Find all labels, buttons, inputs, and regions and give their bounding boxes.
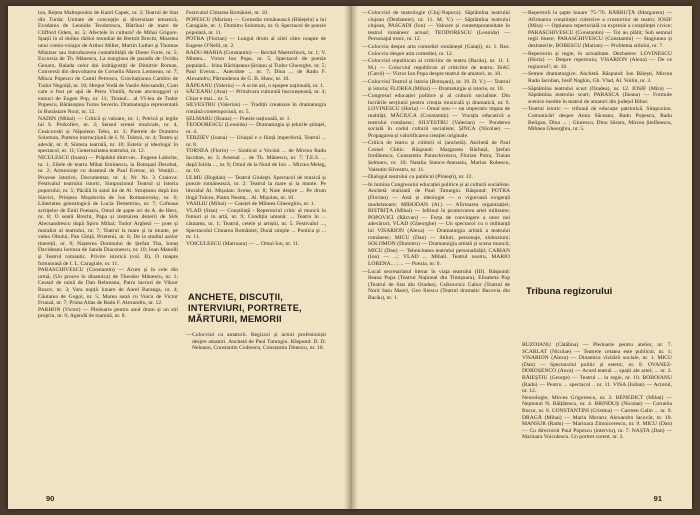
index-entry: NICULESCU (Ioana) — Prăpădul dintr-un... Eugene Labiche, nr. 1; Zilele de teatru Mihai Eminescu, la Botoșani Decebal, nr. 2; Armonioțe cu doamnă de Paul Everac, id. Vestiții... Procese istorice, Documentar, nr. 4; Nr. Nr. 3 Craiova: Festivalul teatrului istoric, Simpozionul Teatrul și Istoria poporului, nr. 5; Păcălă în satul lui de Al. Struțeanu după Ion Slavici, Prințesa Mușdovita de Ion Romanovsky, nr. 6; Libertatea genealogică de Lucia Demetrius, nr. 7; Cofeaua actrițelor de Emil Poenaru, Omul de șapte ori de A. de Herz, nr. 8; O seară Brecht, Papa și instruirea dezerii de Sirk Alecsandrescu după Spiro Mihai; Tudor Arghezi — poet și moralist al teatrului, nr. 7; Teatrul la mare și la munte, pe valea Oltului, Pan Ghiță, Prietenii, nr. 8; De la studiul anilor tinereții, nr. 9; Nașterea Domnului de Ștefan Tita, Ionuț Davideanu lorenza de Sanda Diaconescu, nr. 10; Ioan Manolli și Teatrul romantic. Privire istorică (vol. II), O noapte furtunoasă de I. L. Caragiale, nr. 11.	[38, 155, 178, 267]
index-entry: — Teatrul istoric — tribună de educație patriotică. Simpozion. Comunicări despre Anna Săceanu, Radu Popescu, Radu Beligan, Dina ... ; Giurescu, Dinu Săraru, Mircea Ștefănescu, Mihnea Gheorghiu, nr. 5.	[528, 106, 672, 132]
index-entry: TEODORESCU (Leonida) — Dramaturgia și țelurile științei, nr. 4.	[186, 122, 326, 135]
index-entry: BUZOIANU (Cătălina) — Pledoarie pentru atelier, nr. 7. SCARLAT (Nicolae) — Teatrele cetatea este publicul, nr. 1; VISARION (Alexa) — Dinamica vizitării sociale, nr. 1. MICU (Dan) — Spectacolul politic și estetic, nr. 8. OVANEZ-DOROȘENCO (Anca) — Acord teatral ... spații ale artei; ... nr. 2. BĂIEȘTIU (George) — Teatrul ... la regie, nr. 10. ROBOIANU (Radu) — Pentru ... spectacol .. nr. 11. VISA (Iulian) — Actorul, nr. 12.	[522, 342, 672, 395]
index-entry: — Săptămîna teatrului scurt (Oradea), nr. 12. IOSIF (Mira) — Săptămîna teatrului scurt; PARASCA (Ileana) — Formule scenice inedite în teatrul de amatori din județul Bihor.	[528, 86, 672, 106]
index-entry: — Colocviul de teatrologie (Cluj-Napoca). Săptămîna teatrului clujean (Dezbatere), nr. 11. M. V.) — Săptămîna teatrului clujean, PASCADI (Ion) — Valoare și contemporaneitate în teatrul românesc actual; TEODORESCU (Leonida) — Personajul eroic, nr. 12.	[368, 10, 510, 43]
index-entry: — Repertoriu și regie, în actualitate. Dezbatere. LOVINESCU (Horia) — Despre repertoriu; VISARION (Alexa) — De ce regizorul?, nr. 10.	[528, 51, 672, 71]
section-heading: Tribuna regizorului	[526, 286, 613, 297]
index-entry: — In lumina Congresului educației politice și al culturii socialiste. Anchetă realizată de Paul Tutungiu. Răspund: POTRA (Florian) — Artă și ideologie — o viguroasă exigență modelatoare; MIHODAN (Al.) — Afirmarea organizației; BISTRIȚA (Mihai) — Ieftinul în promovarea artei militante; POPOVICI (Răzvan) — Forța de convingere a unor noi adevăruri; VLAD (Gheorghe) — Un spectacol cu o militanță lui VISARION (Alexa) — Dramaturgia artistă a teatrului românesc; MICU (Dan) — Stiluri, personaje, sloboziuni; SOLOMON (Dumitru) — Dramaturgia artistă și scena muncii; MICU (Dan) — Tehnicitatea teatrului personalității; CARIAN (Ion) — ...; VLAD ... Mihail. Teatrul nostru, MARIO LORENA... ; ... — Poezia, nr. 6.	[368, 182, 510, 268]
index-entry: ȘELMARU (Ileana) — Poezie națională, nr. 1.	[186, 115, 291, 122]
index-entry: TORNEA (Florin) — Sindicul a Vecinii ... de Mircea Radu Iacoban, nr. 3; Arsenal ... de Th. Mănescu, nr. 7; T.E.S. ... după Iolida ..., nr. 9; Omul de la Nord de Ion ... Mircea Meleg, nr. 10.	[186, 148, 326, 175]
page-number-left: 90	[46, 494, 55, 503]
right-column-3	[522, 342, 672, 490]
index-entry: POTRA (Florian) — Lungul drum al zilei către noapte de Eugene O'Neill, nr. 2.	[186, 36, 326, 49]
left-column-3	[186, 332, 326, 492]
left-page	[8, 6, 348, 509]
right-page	[354, 6, 692, 509]
index-entry: ULMU (Bogdan) — Teatrul Giuleşti. Spectacol de muzică și poezie românească, nr. 2; Teatrul la mare și la munte. Pe litoralul Al. Mișulan: Scene, nr. 8; Note despre ... Pe drum lîngă Tulcea, Piatra Neamț... Al. Mișulan, nr. 10.	[186, 174, 326, 201]
index-entry: NADIN (Mihai) — Critică și valoare, nr. 1; Petrică și legile lui S. Prokofiev, nr. 2; Sensul scenei muzicale, nr. 4, Ceaicovski și Năpoleon Tebu, nr. 3; Pietrele de Dumitru Solomon, Puterea instrucțiunii de I. N. Tolstoi, nr. 4; Teatru și adevăr, nr. 8; Sinteza teatrală, nr. 10; Estetic și ideologic în spectacol, nr. 11; Generozitatea teatrului, nr. 12.	[38, 115, 178, 155]
index-entry: — Repertorii la șapte lunare '75-'76. BĂRBUȚĂ (Margareta) — Afirmarea conștiinței colective a creatorilor de teatru; IOSIF (Mira) — Opțiunea repertorială ca expresie a conștiinței civice; PARASCHIVESCU (Constantin) — Tot au plătit; Sub semnul regii tinere; PARASCHIVESCU (Constantin) — Stagiunea și dezbaterile; BOBESCU (Marian) — Problema stilului, nr. 7.	[528, 10, 672, 50]
book-spread	[8, 6, 692, 509]
index-entry: lon, Rețeta Maltopoulos de Karel Capek, nr. 3; Teatrul de Stat din Turda: Unitate de concepție și diversitate tematică, Evadarea de Leonida Teodorescu, Bătrînul de mare de Clifford Odets, nr. 5; Afectele în cultura? de Mihai Grigore. Spații în al doilea război mondial de Bertolt Brecht, Moartea unui comis-voiajor de Arthur Miller, Martin Luther și Thomas Müntzer sau Introducerea contabilității de Dieter Forte, nr. 5; Excursia de Th. Mănescu, La marginea de paradis de Ovidiu Genaru, Balada celor doi îndrăgostiți de Dimitrie Roman, Conversii din dezvoltarea de Corneliu Marcu Lemnean, nr. 7; Mînca Popescu de Camil Petrescu, Gravitațiunea Cambio de Tudor Negoiță, nr. 10; Hrepot Vodă de Vasile Alecsandri, Cum care a fost pe apă de Petru Vintilă, Acute ancinoggori și eunuci de Eugen Pop, nr. 11; Tiranul... al VI-lea de Tudor Popescu, Bărăsoștea Turnu Severin. Dramaturgia reprezentată în Bunăstare Noul, nr. 12.	[38, 10, 178, 115]
index-entry: — Dialogul teatrului cu publicul (Ploiești), nr. 12.	[368, 174, 510, 181]
index-entry: — Colocviul republican al criticilor de teatru (Bacău), nr. 11. I. M.) — Colocviul republican al criticilor de teatru; ISAC (Carol) — Victor Ion Popa despre teatrul de amatori, nr. 10.	[368, 58, 510, 78]
index-entry: PARASCHIVESCU (Constantin) — Acum și în cele din urmă, (Un proces în dinamica) de Theodor Mănescu, nr. 1; Ceasul de taină de Dan Rebreanu, Patru lucruri de Viktor Rozov, nr. 3; Vara nopții lunare de Aurel Baranga, nr. 4; Căutarea de Gogol, nr. 5; Marea sună cu Voicu de Victor Frunză, nr. 7; Prima Atlas de Radu F. Alexandru, nr. 12.	[38, 267, 178, 307]
index-entry: TERZIEV (Ioana) — Uriașul e o ființă imperfectă, Teatrul ... nr. 8.	[186, 135, 326, 148]
index-entry: RADU-MARIA (Constantin) — Recital Maeterlinck, nr. 1; V. Minteu... Victor Ion Popa, nr. 5; Spectacol de poezie populară... Irina Răchițeanu-Șirianu și Tudor Gheorghe, nr. 5; Paul Everac... Anecdote ... nr. 7; Dina ... de Radu F. Alexandru; Pătrunderea de G. B. Shaw, nr. 10.	[186, 49, 326, 82]
index-entry: — Congresul educației politice și al culturii socialiste. Din lucrările secțiunii pentru creația muzicală și dramatică, nr. 6. LOVINESCU (Horia) — Omul nou — un imperativ impus de realități; MĂCIUCA (Constantin) — Vocația educativă a teatrului românesc; SILVESTRU (Valerian) — Ponderea socială în codul culturii socialiste; ȘINCA (Nicolae) — Propagarea și valorificarea creației originale.	[368, 93, 510, 139]
index-entry: SĂCEANU (Ana) — Primăvara culturală bucureșteană, nr. 4; Chiar e mai... nr. 5.	[186, 89, 326, 102]
left-column-2	[186, 10, 326, 292]
index-entry: SILVESTRU (Valerian) — Tradiții creatoare în dramaturgia română contemporană, nr. 5.	[186, 102, 326, 115]
index-entry: Neurologie; Mircea Grigorescu, nr. 3. BENEDICT (Mihai) — Neptunul N. Bălțătescu, nr. 4. BRINDUȘ (Nicolae) — Cornelia Bucur, nr. 8. CONSTANTINI (Cristina) — Carmen Galin ... nr. 9. DRAGĂ (Mihai) — Marin Moraru; Alexandru Iacovăr, nr. 10. MANSUR (Radu) — Marioara Zimnicerescu, nr. 9. MICU (Dan) — Cu directorul Paul Popescu (interviu), nr. 7. NAȘTA (Dan) — Marioara Voiculescu. Un portret curent, nr. 3.	[522, 394, 672, 441]
index-entry: VOICULESCU (Marioara) — ... Omul Ion, nr. 11.	[186, 240, 300, 247]
index-entry: PARHON (Victor) — Pledoarie pentru anul drum și un stil propriu, nr. 6; Agendă de toamnă, nr. 8.	[38, 306, 178, 320]
index-entry: VLAD (Stan) — Conștiință - Repertoriul critic al muncii în fumuri și în artă, nr. 9; Condiția umană: ... Teatru în ... căutarea, nr. 1; Teatrul, cetele și artiștii, nr. 5. Festivalul ..., Spectacolul Cîntarea României; Dună simple ... Pontica și ... nr. 11.	[186, 207, 326, 241]
index-entry: — Critica de teatru și cititorii ei (anchetă). Anchetă de Paul Cornel Chitic. Răspund: Margareta Bărbuță, Ștefan Iordănescu, Constantin Paraschivescu, Florian Potra, Traian Șelmaru, nr. 10; Natalia Stancu-Atanasiu, Marius Robescu, Valentin Silvestru, nr. 11.	[368, 140, 510, 173]
index-entry: POPESCU (Marian) — Comedia românească (Băiețelul a lui Caragiale, nr. 1; Dumitru Solomon, nr. 6; Spectacol de poezie populară, nr. 11.	[186, 16, 326, 36]
index-entry: — Semne dramaturgice. Anchetă. Răspund: Ion Băiești, Mircea Radu Iacoban, Iosif Naghiu, Gh. Vlad, Al. Voitin, nr. 3.	[528, 71, 672, 84]
index-entry: RĂPEANU (Valeriu) — A scrie azi, o epopee națională, nr. 1.	[186, 82, 325, 89]
left-column-1	[38, 10, 178, 488]
index-entry: — Colocviul cu amatorii. Regizori și actori profesioniști despre amatori. Anchetă de Paul Tutungiu. Răspund: D. D. Neleanu, Constantin Codrescu, Constantin Dinescu, nr. 10.	[192, 332, 326, 352]
index-entry: — Local secretariatul literar în viața teatrului (III). Răspund: Ileana Popa (Teatrul Național din Timișoara), Elisabeta Pop (Teatrul de Stat din Oradea), Csiknovicz Gabor (Teatrul de Nord Satu Mare), Geo Iliescu (Teatrul dramatic Bacovia din Bacău), nr. 1.	[368, 269, 510, 302]
index-entry: — Colocviul Teatrul și istoria (Botoșani), nr. 10. D. V.) — Teatrul și istoria; FLOREA (Mihai) — Dramaturgie și istorie, nr. 10.	[368, 79, 510, 92]
page-number-right: 91	[653, 494, 662, 503]
section-heading: ANCHETE, DISCUȚII, INTERVIURI, PORTRETE, MĂRTURII, MEMORII	[188, 292, 302, 324]
index-entry: — Colocviu despre arta comediei românești (Galați), nr. 1. Rez. Colocviu despre arta comediei, nr. 12.	[368, 44, 510, 57]
right-column-1	[362, 10, 510, 480]
index-entry: Festivalul Cîntarea României, nr. 10.	[186, 10, 269, 16]
index-entry: VASILIU (Mihai) — Caiețel de Mihnea Gheorghiu, nr. 1.	[186, 201, 315, 208]
right-column-2	[522, 10, 672, 282]
